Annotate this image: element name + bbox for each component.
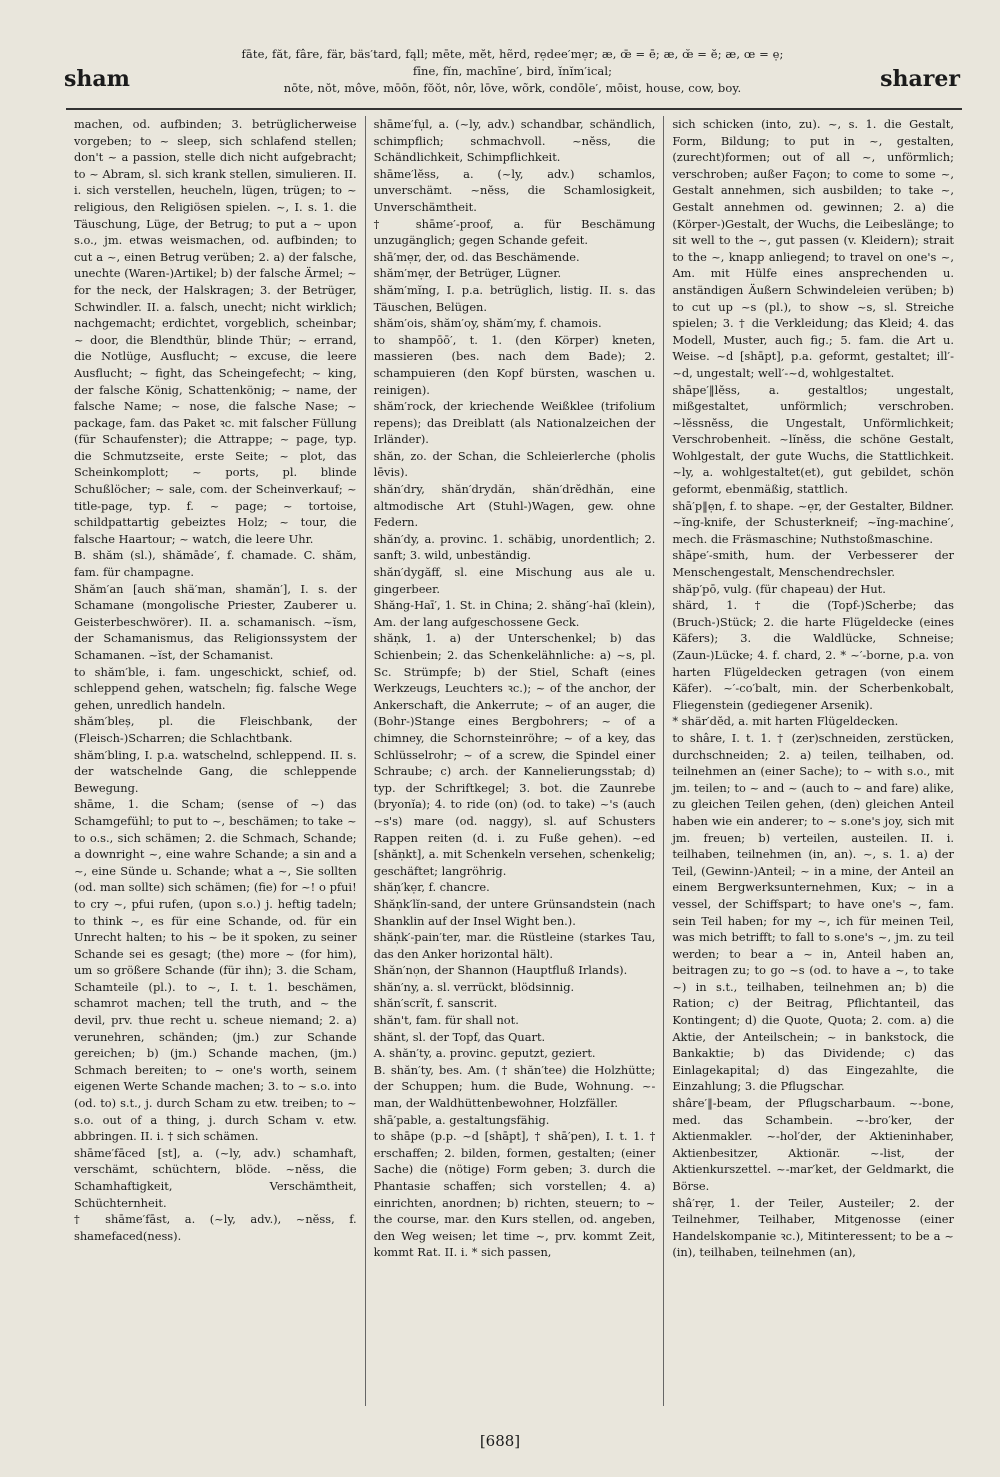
dictionary-entry: shā′p‖ẹn, f. to shape. ~ẹr, der Gestalter, Bildner. ~ĭng-knife, der Schusterkneif; ~ĭng-machine′, mech. die Fräsmaschine; Nuthstoßmaschine. bbox=[672, 498, 954, 546]
pronunciation-key-line: fīne, fĭn, machīne′, bird, ĭnĭm′ical; bbox=[412, 64, 613, 78]
dictionary-entry: shāme′fụl, a. (~ly, adv.) schandbar, schändlich, schimpflich; schmachvoll. ~nĕss, die Schändlichkeit, Schimpflichkeit. bbox=[373, 117, 656, 165]
dictionary-entry: shăm′rock, der kriechende Weißklee (trifolium repens); das Dreiblatt (als Nationalzeichen der Irländer). bbox=[373, 399, 656, 447]
dictionary-entry: to shâre, I. t. 1. † (zer)schneiden, zerstücken, durchschneiden; 2. a) teilen, teilhaben, od. teilnehmen an (einer Sache); to ~ with s.o., mit jm. teilen; to ~ and ~ (auch to ~ and fare) alike, zu gleichen Teilen gehen, (den) gleichen Anteil haben wie ein anderer; to ~ s.one's joy, sich mit jm. freuen; b) verteilen, austeilen. II. i. teilhaben, teilnehmen (in, an). ~, s. 1. a) der Teil, (Gewinn-)Anteil; ~ in a mine, der Anteil an einem Bergwerksunternehmen, Kux; ~ in a vessel, der Schiffspart; to have one's ~, fam. sein Teil haben; for my ~, ich für meinen Teil, was mich betrifft; to fall to s.one's ~, jm. zu teil werden; to bear a ~ in, Anteil haben an, beitragen zu; to go ~s (od. to have a ~, to take ~) in s.t., teilhaben, teilnehmen an; b) die Ration; c) der Beitrag, Pflichtanteil, das Kontingent; d) die Quote, Quota; 2. com. a) die Aktie, der Anteilschein; ~ in bankstock, die Bankaktie; b) das Dividende; c) das Einlagekapital; d) das Eingezahlte, die Einzahlung; 3. die Pflugschar. bbox=[672, 730, 954, 1094]
dictionary-entry: † shāme′-proof, a. für Beschämung unzugänglich; gegen Schande gefeit. bbox=[373, 216, 656, 248]
dictionary-entry: B. shăm (sl.), shămāde′, f. chamade. C. shăm, fam. für champagne. bbox=[74, 548, 357, 580]
dictionary-entry: shâ′rẹr, 1. der Teiler, Austeiler; 2. der Teilnehmer, Teilhaber, Mitgenosse (einer Handelskompanie ꝛc.), Mitinteressent; to be a ~ (in), teilhaben, teilnehmen (an), bbox=[672, 1195, 954, 1260]
pronunciation-key-line: fāte, făt, fâre, fär, bäs′tard, fąll; mēte, mĕt, hẽrd, rẹdee′mẹr; æ, œ̄ = ē; æ, œ̆ = ĕ; æ, œ = ẹ; bbox=[241, 47, 784, 61]
dictionary-entry: shăṇk, 1. a) der Unterschenkel; b) das Schienbein; 2. das Schenkelähnliche: a) ~s, pl. Sc. Strümpfe; b) der Stiel, Schaft (eines Werkzeugs, Leuchters ꝛc.); ~ of the anchor, der Ankerschaft, die Ankerrute; ~ of an auger, die (Bohr-)Stange eines Bergbohrers; ~ of a chimney, die Schornsteinröhre; ~ of a key, das Schlüsselrohr; ~ of a screw, die Spindel einer Schraube; c) arch. der Kannelierungsstab; d) typ. der Schriftkegel; 3. bot. die Zaunrebe (bryonĭa); 4. to ride (on) (od. to take) ~'s (auch ~s's) mare (od. naggy), sl. auf Schusters Rappen reiten (d. i. zu Fuße gehen). ~ed [shăṇkt], a. mit Schenkeln versehen, schenkelig; geschäftet; langröhrig. bbox=[373, 631, 656, 878]
dictionary-entry: shăṇ′kẹr, f. chancre. bbox=[373, 880, 490, 895]
dictionary-entry: shā′mẹr, der, od. das Beschämende. bbox=[373, 249, 580, 264]
dictionary-entry: shăn′scrĭt, f. sanscrit. bbox=[373, 996, 498, 1011]
dictionary-entry: shâre′‖-beam, der Pflugscharbaum. ~-bone, med. das Schambein. ~-bro′ker, der Aktienmakler. ~-hol′der, der Aktieninhaber, Aktienbesitzer, Aktionär. ~-list, der Aktienkurszettel. ~-mar′ket, der Geldmarkt, die Börse. bbox=[672, 1096, 954, 1193]
dictionary-entry: shăn′dygăff, sl. eine Mischung aus ale u. gingerbeer. bbox=[373, 565, 656, 596]
dictionary-entry: to shampōō′, t. 1. (den Körper) kneten, massieren (bes. nach dem Bade); 2. schampuieren (den Kopf bürsten, waschen u. reinigen). bbox=[373, 332, 656, 397]
page-header bbox=[60, 47, 960, 104]
dictionary-entry: shăp′pō, vulg. (für chapeau) der Hut. bbox=[672, 581, 886, 596]
dictionary-entry: shăm′ois, shăm′oy, shăm′my, f. chamois. bbox=[373, 316, 602, 331]
dictionary-entry: shāpe′‖lĕss, a. gestaltlos; ungestalt, mißgestaltet, unförmlich; verschroben. ~lĕssnĕss, die Ungestalt, Unförmlichkeit; Verschrobenheit. ~lĭnĕss, die schöne Gestalt, Wohlgestalt, der gute Wuchs, die Stattlichkeit. ~ly, a. wohlgestaltet(et), gut gebildet, schön geformt, ebenmäßig, stattlich. bbox=[672, 382, 954, 497]
dictionary-entry: machen, od. aufbinden; 3. betrüglicherweise vorgeben; to ~ sleep, sich schlafend stellen; don't ~ a passion, stelle dich nicht aufgebracht; to ~ Abram, sl. sich krank stellen, simulieren. II. i. sich verstellen, heucheln, lügen, trügen; to ~ religious, den Religiösen spielen. ~, I. s. 1. die Täuschung, Lüge, der Betrug; to put a ~ upon s.o., jm. etwas weismachen, od. aufbinden; to cut a ~, einen Betrug verüben; 2. a) der falsche, unechte (Waren-)Artikel; b) der falsche Ärmel; ~ for the neck, der Halskragen; 3. der Betrüger, Schwindler. II. a. falsch, unecht; nicht wirklich; nachgemacht; erdichtet, vorgeblich, scheinbar; ~ door, die Blendthür, blinde Thür; ~ errand, die Notlüge, Ausflucht; ~ excuse, die leere Ausflucht; ~ fight, das Scheingefecht; ~ king, der falsche König, Schattenkönig; ~ name, der falsche Name; ~ nose, die falsche Nase; ~ package, fam. das Paket ꝛc. mit falscher Füllung (für Schaufenster); die Attrappe; ~ page, typ. die Schmutzseite, erste Seite; ~ plot, das Scheinkomplott; ~ ports, pl. blinde Schußlöcher; ~ sale, com. der Scheinverkauf; ~ title-page, typ. f. ~ page; ~ tortoise, schildpattartig gebeiztes Holz; ~ tour, die falsche Haartour; ~ watch, die leere Uhr. bbox=[74, 117, 357, 546]
dictionary-entry: shāme′fāced [st], a. (~ly, adv.) schamhaft, verschämt, schüchtern, blöde. ~nĕss, die Schamhaftigkeit, Verschämtheit, Schüchternheit. bbox=[74, 1145, 357, 1210]
pronunciation-key-line: nōte, nŏt, môve, mōōn, fŏŏt, nôr, lōve, wõrk, condōle′, mōist, house, cow, boy. bbox=[283, 81, 742, 95]
dictionary-entry: Shăng-Haī′, 1. St. in China; 2. shăng′-haī (klein), Am. der lang aufgeschossene Geck. bbox=[373, 598, 656, 629]
dictionary-entry: shāme, 1. die Scham; (sense of ~) das Schamgefühl; to put to ~, beschämen; to take ~ to o.s., sich schämen; 2. die Schmach, Schande; a downright ~, eine wahre Schande; a sin and a ~, eine Sünde u. Schande; what a ~, Sie sollten (od. man sollte) sich schämen; (fie) for ~! o pfui! to cry ~, pfui rufen, (upon s.o.) j. heftig tadeln; to think ~, es für eine Schande, od. für ein Unrecht halten; to his ~ be it spoken, zu seiner Schande sei es gesagt; (the) more ~ (for him), um so größere Schande (für ihn); 3. die Scham, Schamteile (pl.). to ~, I. t. 1. beschämen, schamrot machen; tell the truth, and ~ the devil, prv. thue recht u. scheue niemand; 2. a) verunehren, schänden; (jm.) zur Schande gereichen; b) (jm.) Schande machen, (jm.) Schmach bereiten; to ~ one's worth, seinem eigenen Werte Schande machen; 3. to ~ s.o. into (od. to) s.t., j. durch Scham zu etw. treiben; to ~ s.o. out of a thing, j. durch Scham v. etw. abbringen. II. i. † sich schämen. bbox=[74, 797, 357, 1144]
dictionary-entry: Shăm′an [auch shä′man, shamăn′], I. s. der Schamane (mongolische Priester, Zauberer u. Geisterbeschwörer). II. a. schamanisch. ~ĭsm, der Schamanismus, das Religionssystem der Schamanen. ~ĭst, der Schamanist. bbox=[74, 581, 357, 662]
dictionary-entry: shăn, zo. der Schan, die Schleierlerche (pholis lēvis). bbox=[373, 448, 656, 480]
guide-word-right: sharer bbox=[880, 66, 960, 92]
dictionary-entry: shăm′bling, I. p.a. watschelnd, schleppend. II. s. der watschelnde Gang, die schleppende Bewegung. bbox=[74, 747, 357, 795]
column-2 bbox=[365, 116, 664, 1406]
dictionary-entry: † shāme′fāst, a. (~ly, adv.), ~nĕss, f. shamefaced(ness). bbox=[74, 1212, 357, 1243]
dictionary-entry: A. shăn′ty, a. provinc. geputzt, geziert. bbox=[373, 1046, 596, 1061]
dictionary-entry: shăṇk′-pain′ter, mar. die Rüstleine (starkes Tau, das den Anker horizontal hält). bbox=[373, 930, 656, 961]
dictionary-entry: shăn't, fam. für shall not. bbox=[373, 1013, 519, 1028]
pronunciation-key bbox=[215, 46, 810, 97]
dictionary-entry: shăm′mẹr, der Betrüger, Lügner. bbox=[373, 266, 562, 281]
dictionary-entry: shăn′dy, a. provinc. 1. schäbig, unordentlich; 2. sanft; 3. wild, unbeständig. bbox=[373, 531, 656, 563]
dictionary-entry: shāpe′-smith, hum. der Verbesserer der Menschengestalt, Menschendrechsler. bbox=[672, 548, 954, 580]
dictionary-columns bbox=[66, 116, 962, 1406]
page-number: [688] bbox=[479, 1432, 521, 1450]
dictionary-entry: shăn′dry, shăn′drydăn, shăn′drĕdhăn, eine altmodische Art (Stuhl-)Wagen, gew. ohne Federn. bbox=[373, 482, 656, 530]
dictionary-entry: to shāpe (p.p. ~d [shāpt], † shā′pen), I. t. 1. † erschaffen; 2. bilden, formen, gestalten; (einer Sache) die (nötige) Form geben; 3. durch die Phantasie schaffen; sich vorstellen; 4. a) einrichten, anordnen; b) richten, steuern; to ~ the course, mar. den Kurs stellen, od. angeben, den Weg weisen; let time ~, prv. kommt Zeit, kommt Rat. II. i. * sich passen, bbox=[373, 1129, 656, 1260]
column-1 bbox=[66, 116, 365, 1406]
dictionary-entry: sich schicken (into, zu). ~, s. 1. die Gestalt, Form, Bildung; to put in ~, gestalten, (zurecht)formen; out of all ~, unförmlich; verschroben; außer Façon; to come to some ~, Gestalt annehmen, sich ausbilden; to take ~, Gestalt annehmen od. gewinnen; 2. a) die (Körper-)Gestalt, der Wuchs, die Leibeslänge; to sit well to the ~, gut passen (v. Kleidern); strait to the ~, knapp anliegend; to travel on one's ~, Am. mit Hülfe eines ansprechenden u. anständigen Äußern Schwindeleien verüben; b) to cut up ~s (pl.), to show ~s, sl. Streiche spielen; 3. † die Verkleidung; das Kleid; 4. das Modell, Muster, auch fig.; 5. fam. die Art u. Weise. ~d [shāpt], p.a. geformt, gestaltet; ill′-~d, ungestalt; well′-~d, wohlgestaltet. bbox=[672, 117, 954, 380]
dictionary-entry: shärd, 1. † die (Topf-)Scherbe; das (Bruch-)Stück; 2. die harte Flügeldecke (eines Käfers); 3. die Waldlücke, Schneise; (Zaun-)Lücke; 4. f. chard, 2. * ~′-borne, p.a. von harten Flügeldecken getragen (von einem Käfer). ~′-co′balt, min. der Scherbenkobalt, Fliegenstein (gediegener Arsenik). bbox=[672, 598, 954, 712]
dictionary-entry: to shăm′ble, i. fam. ungeschickt, schief, od. schleppend gehen, watscheln; fig. falsche Wege gehen, unredlich handeln. bbox=[74, 664, 357, 712]
dictionary-entry: shăm′bleș, pl. die Fleischbank, der (Fleisch-)Scharren; die Schlachtbank. bbox=[74, 714, 357, 745]
dictionary-entry: shāme′lĕss, a. (~ly, adv.) schamlos, unverschämt. ~nĕss, die Schamlosigkeit, Unverschämtheit. bbox=[373, 166, 656, 214]
dictionary-entry: B. shăn′ty, bes. Am. († shăn′tee) die Holzhütte; der Schuppen; hum. die Bude, Wohnung. ~-man, der Waldhüttenbewohner, Holzfäller. bbox=[373, 1062, 656, 1111]
guide-word-left: sham bbox=[64, 66, 130, 92]
dictionary-entry: Shăṇk′lĭn-sand, der untere Grünsandstein (nach Shanklin auf der Insel Wight ben.). bbox=[373, 896, 656, 928]
column-3 bbox=[663, 116, 962, 1406]
dictionary-entry: Shăn′nọn, der Shannon (Hauptfluß Irlands). bbox=[373, 963, 628, 978]
dictionary-entry: shăn′ny, a. sl. verrückt, blödsinnig. bbox=[373, 979, 575, 994]
dictionary-entry: shā′pable, a. gestaltungsfähig. bbox=[373, 1112, 550, 1127]
dictionary-entry: shănt, sl. der Topf, das Quart. bbox=[373, 1029, 546, 1044]
dictionary-entry: * shär′dĕd, a. mit harten Flügeldecken. bbox=[672, 714, 899, 729]
dictionary-entry: shăm′mĭng, I. p.a. betrüglich, listig. II. s. das Täuschen, Belügen. bbox=[373, 282, 656, 314]
header-rule bbox=[66, 108, 962, 110]
